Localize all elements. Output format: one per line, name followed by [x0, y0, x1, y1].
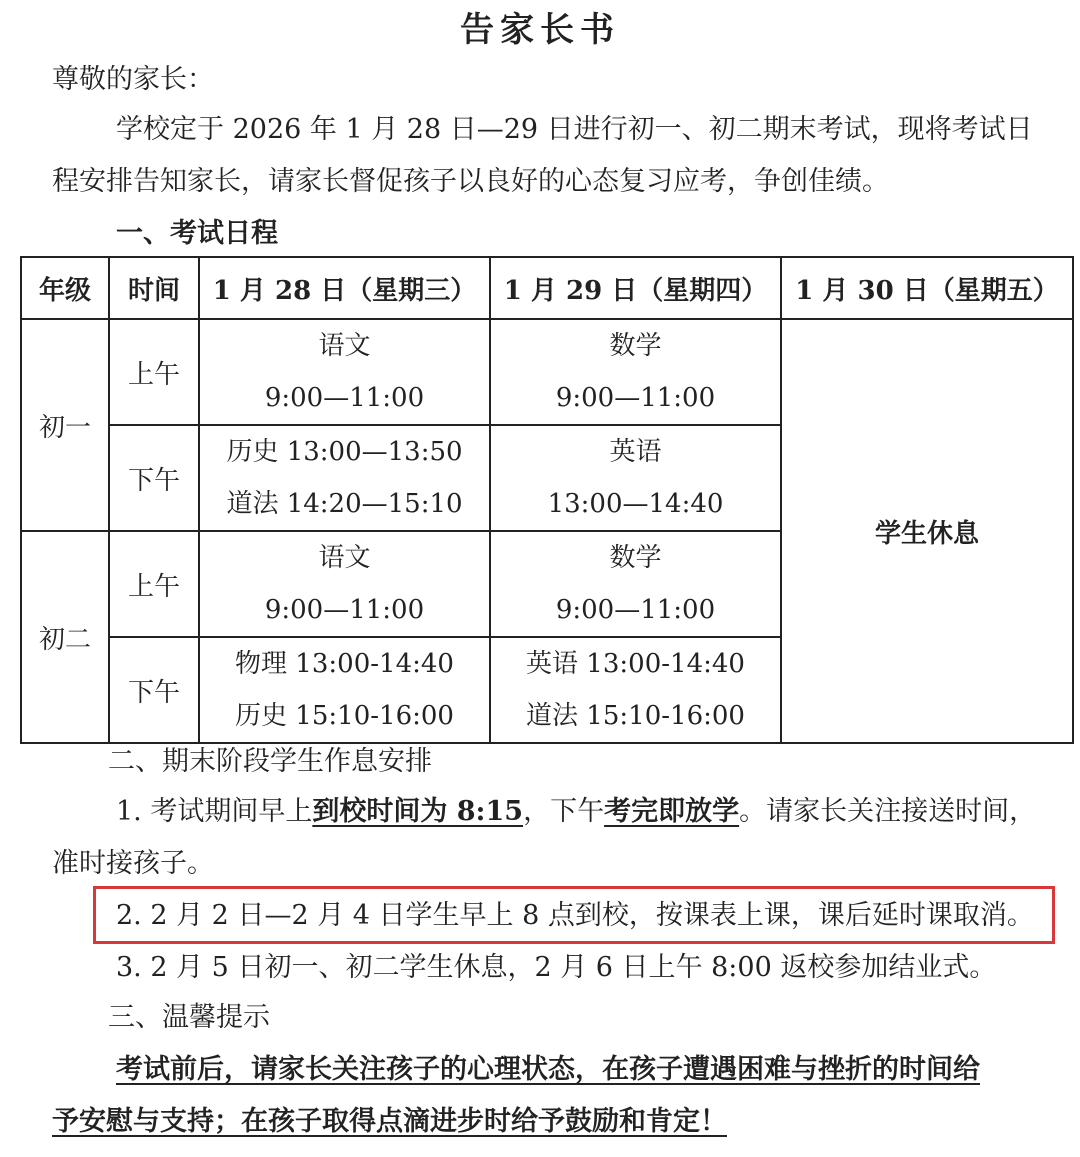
exam-subject: 数学 [609, 543, 662, 573]
header-day2: 1 月 29 日（星期四） [490, 257, 781, 319]
rest-day-cell: 学生休息 [781, 319, 1073, 743]
exam-time: 9:00—11:00 [555, 595, 716, 625]
dismissal-text: 考完即放学 [604, 796, 740, 827]
exam-time: 9:00—11:00 [264, 383, 425, 413]
exam-time: 9:00—11:00 [555, 383, 716, 413]
exam-line: 道法 14:20—15:10 [226, 489, 463, 519]
time-cell: 上午 [109, 319, 199, 425]
exam-cell [199, 531, 490, 637]
intro-line-1: 学校定于 2026 年 1 月 28 日—29 日进行初一、初二期末考试，现将考试日 [116, 114, 1033, 145]
header-day1: 1 月 28 日（星期三） [199, 257, 490, 319]
grade-cell: 初二 [21, 531, 109, 743]
table-row [21, 319, 1073, 425]
exam-cell [199, 425, 490, 531]
exam-line: 道法 15:10-16:00 [526, 701, 745, 731]
exam-line: 英语 13:00-14:40 [526, 649, 745, 679]
header-grade: 年级 [21, 257, 109, 319]
exam-cell [490, 425, 781, 531]
time-cell: 下午 [109, 425, 199, 531]
intro-line-2: 程安排告知家长，请家长督促孩子以良好的心态复习应考，争创佳绩。 [52, 166, 889, 197]
item1-mid: ，下午 [523, 796, 605, 827]
exam-subject: 数学 [609, 331, 662, 361]
tip-line-2: 予安慰与支持；在孩子取得点滴进步时给予鼓励和肯定！ [52, 1106, 727, 1137]
time-cell: 下午 [109, 637, 199, 743]
header-day3: 1 月 30 日（星期五） [781, 257, 1073, 319]
exam-line: 物理 13:00-14:40 [235, 649, 454, 679]
schedule-item-1 [116, 786, 1036, 838]
item1-prefix: 1. 考试期间早上 [116, 796, 313, 827]
exam-time: 13:00—14:40 [547, 489, 724, 519]
table-header-row [21, 257, 1073, 319]
tip-line-1: 考试前后，请家长关注孩子的心理状态，在孩子遭遇困难与挫折的时间给 [116, 1054, 980, 1085]
exam-cell [199, 319, 490, 425]
exam-time: 9:00—11:00 [264, 595, 425, 625]
arrival-time-text: 到校时间为 8:15 [312, 796, 524, 827]
exam-subject: 语文 [318, 543, 371, 573]
item1-suffix: 。请家长关注接送时间， [739, 796, 1037, 827]
exam-line: 历史 15:10-16:00 [235, 701, 454, 731]
exam-cell [490, 637, 781, 743]
page-title: 告家长书 [460, 10, 620, 50]
grade-cell: 初一 [21, 319, 109, 531]
exam-schedule-table [20, 256, 1074, 744]
section3-heading: 三、温馨提示 [108, 1002, 270, 1033]
schedule-item-1-line2: 准时接孩子。 [52, 848, 214, 879]
time-cell: 上午 [109, 531, 199, 637]
section2-heading: 二、期末阶段学生作息安排 [108, 746, 432, 777]
exam-cell [490, 319, 781, 425]
header-time: 时间 [109, 257, 199, 319]
schedule-item-2: 2. 2 月 2 日—2 月 4 日学生早上 8 点到校，按课表上课，课后延时课取消。 [116, 900, 1034, 931]
section1-heading: 一、考试日程 [116, 218, 278, 249]
greeting: 尊敬的家长： [52, 64, 214, 95]
exam-cell [199, 637, 490, 743]
exam-subject: 英语 [609, 437, 662, 467]
exam-line: 历史 13:00—13:50 [226, 437, 463, 467]
exam-cell [490, 531, 781, 637]
exam-subject: 语文 [318, 331, 371, 361]
schedule-item-3: 3. 2 月 5 日初一、初二学生休息，2 月 6 日上午 8:00 返校参加结业式。 [116, 952, 997, 983]
